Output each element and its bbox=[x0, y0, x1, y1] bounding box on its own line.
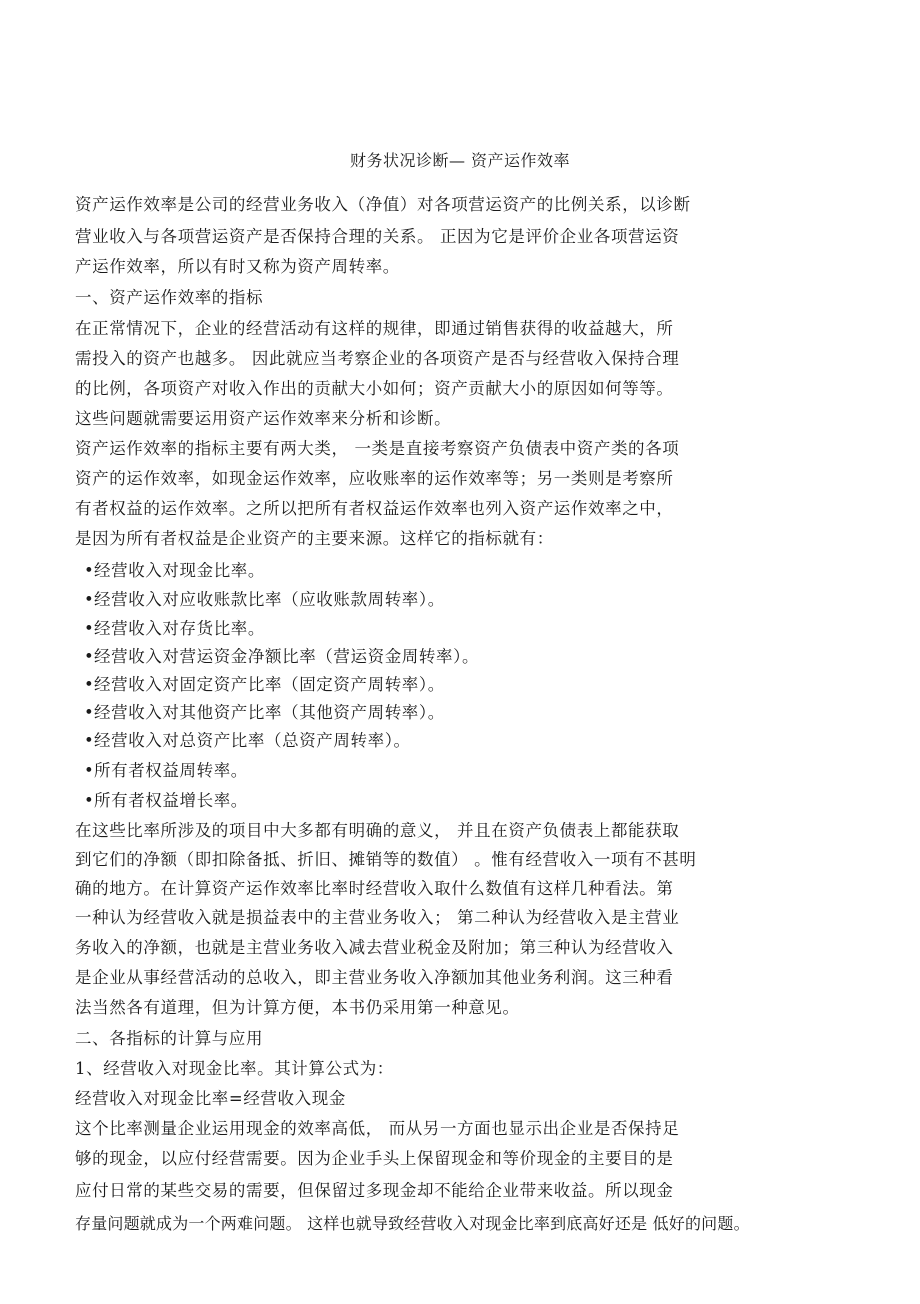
list-item bbox=[84, 674, 445, 696]
list-item-text: 经营收入对其他资产比率（其他资产周转率）。 bbox=[94, 703, 445, 722]
body-line: 法当然各有道理，但为计算方便，本书仍采用第一种意见。 bbox=[75, 998, 520, 1017]
body-line: 这个比率测量企业运用现金的效率高低， 而从另一方面也显示出企业是否保持足 bbox=[75, 1119, 680, 1138]
body-line: 应付日常的某些交易的需要，但保留过多现金却不能给企业带来收益。所以现金 bbox=[75, 1181, 674, 1200]
body-line: 是因为所有者权益是企业资产的主要来源。这样它的指标就有： bbox=[75, 529, 554, 548]
body-line: 资产运作效率的指标主要有两大类， 一类是直接考察资产负债表中资产类的各项 bbox=[75, 439, 680, 458]
body-line: 存量问题就成为一个两难问题。 这样也就导致经营收入对现金比率到底高好还是 低好的问题。 bbox=[75, 1214, 750, 1233]
list-item bbox=[84, 790, 248, 812]
bullet-icon: • bbox=[84, 731, 95, 750]
list-item-text: 所有者权益增长率。 bbox=[94, 791, 248, 810]
list-item-text: 经营收入对总资产比率（总资产周转率）。 bbox=[94, 731, 411, 750]
list-item bbox=[84, 560, 265, 582]
body-line: 有者权益的运作效率。之所以把所有者权益运作效率也列入资产运作效率之中， bbox=[75, 499, 674, 518]
list-item-text: 经营收入对营运资金净额比率（营运资金周转率）。 bbox=[94, 647, 480, 666]
body-line: 营业收入与各项营运资产是否保持合理的关系。 正因为它是评价企业各项营运资 bbox=[75, 227, 680, 246]
body-line: 务收入的净额，也就是主营业务收入减去营业税金及附加；第三种认为经营收入 bbox=[75, 938, 674, 957]
body-line: 在这些比率所涉及的项目中大多都有明确的意义， 并且在资产负债表上都能获取 bbox=[75, 821, 680, 840]
bullet-icon: • bbox=[84, 590, 95, 609]
body-line: 这些问题就需要运用资产运作效率来分析和诊断。 bbox=[75, 409, 452, 428]
body-line: 资产运作效率是公司的经营业务收入（净值）对各项营运资产的比例关系，以诊断 bbox=[75, 195, 691, 214]
list-item bbox=[84, 760, 248, 782]
bullet-icon: • bbox=[84, 675, 95, 694]
formula-line: 经营收入对现金比率=经营收入现金 bbox=[75, 1089, 346, 1108]
list-item bbox=[84, 589, 445, 611]
body-line: 产运作效率，所以有时又称为资产周转率。 bbox=[75, 257, 400, 276]
section-heading: 二、各指标的计算与应用 bbox=[75, 1029, 264, 1048]
list-item-text: 经营收入对存货比率。 bbox=[94, 619, 265, 638]
bullet-icon: • bbox=[84, 619, 95, 638]
bullet-icon: • bbox=[84, 791, 95, 810]
page-title: 财务状况诊断— 资产运作效率 bbox=[349, 151, 571, 170]
list-item-text: 经营收入对现金比率。 bbox=[94, 561, 265, 580]
list-item bbox=[84, 702, 445, 724]
list-item-text: 经营收入对应收账款比率（应收账款周转率）。 bbox=[94, 590, 445, 609]
body-line: 够的现金，以应付经营需要。因为企业手头上保留现金和等价现金的主要目的是 bbox=[75, 1149, 674, 1168]
subsection-heading: 1、经营收入对现金比率。其计算公式为： bbox=[75, 1059, 394, 1078]
list-item bbox=[84, 618, 265, 640]
bullet-icon: • bbox=[84, 561, 95, 580]
list-item bbox=[84, 730, 411, 752]
body-line: 的比例，各项资产对收入作出的贡献大小如何；资产贡献大小的原因如何等等。 bbox=[75, 379, 674, 398]
bullet-icon: • bbox=[84, 703, 95, 722]
bullet-icon: • bbox=[84, 761, 95, 780]
body-line: 需投入的资产也越多。 因此就应当考察企业的各项资产是否与经营收入保持合理 bbox=[75, 349, 680, 368]
list-item-text: 所有者权益周转率。 bbox=[94, 761, 248, 780]
body-line: 确的地方。在计算资产运作效率比率时经营收入取什么数值有这样几种看法。第 bbox=[75, 879, 674, 898]
body-line: 在正常情况下，企业的经营活动有这样的规律，即通过销售获得的收益越大，所 bbox=[75, 319, 674, 338]
body-line: 是企业从事经营活动的总收入，即主营业务收入净额加其他业务利润。这三种看 bbox=[75, 968, 674, 987]
body-line: 到它们的净额（即扣除备抵、折旧、摊销等的数值） 。惟有经营收入一项有不甚明 bbox=[75, 850, 697, 869]
bullet-icon: • bbox=[84, 647, 95, 666]
section-heading: 一、资产运作效率的指标 bbox=[75, 288, 264, 307]
list-item-text: 经营收入对固定资产比率（固定资产周转率）。 bbox=[94, 675, 445, 694]
body-line: 资产的运作效率，如现金运作效率，应收账率的运作效率等；另一类则是考察所 bbox=[75, 469, 674, 488]
body-line: 一种认为经营收入就是损益表中的主营业务收入； 第二种认为经营收入是主营业 bbox=[75, 908, 680, 927]
list-item bbox=[84, 646, 479, 668]
